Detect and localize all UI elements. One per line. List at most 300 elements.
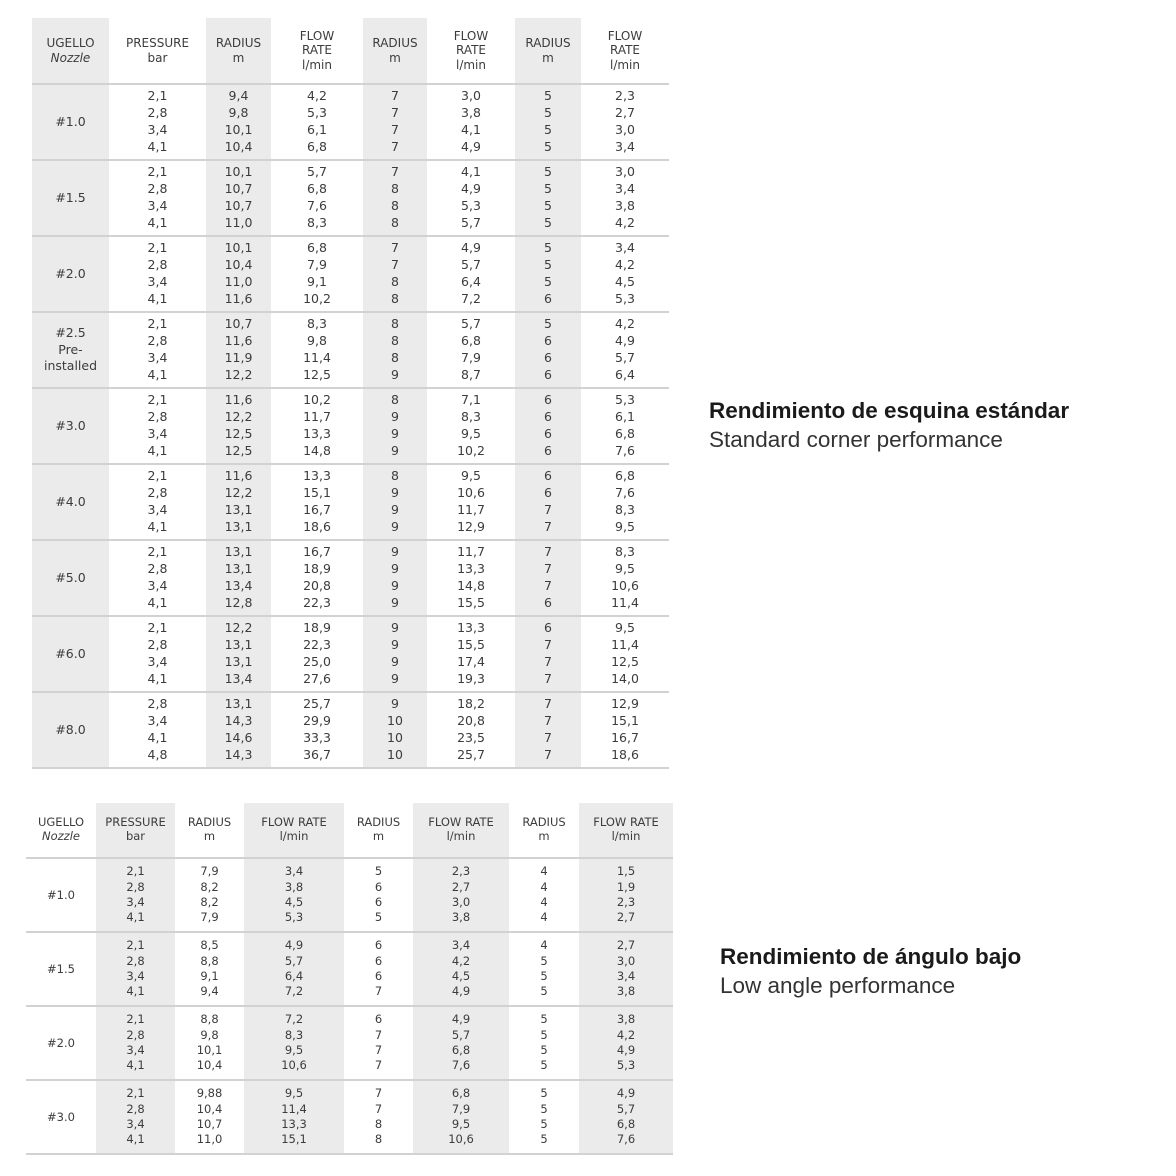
value: 8,3 <box>461 409 481 425</box>
radius-cell <box>175 932 244 1006</box>
value: 6,1 <box>307 122 327 137</box>
value: 6 <box>544 366 552 382</box>
low-angle-performance-caption <box>720 944 1021 999</box>
value: 7 <box>544 654 552 669</box>
value: 6 <box>374 938 383 953</box>
value: 6 <box>544 426 552 441</box>
value: 4,2 <box>451 953 471 968</box>
value: 7 <box>391 164 399 180</box>
value: 5 <box>540 1012 548 1027</box>
value: 4,9 <box>451 1012 471 1027</box>
value: 9,88 <box>196 1086 223 1101</box>
value: 6 <box>544 350 552 365</box>
value: 8 <box>391 181 399 197</box>
value: 9,5 <box>284 1043 304 1057</box>
nozzle-cell <box>32 692 109 768</box>
pressure-cell <box>96 1006 175 1080</box>
value: 23,5 <box>457 730 485 745</box>
value: 3,4 <box>147 713 168 729</box>
value: 9 <box>391 502 399 517</box>
value: 6,8 <box>307 240 327 256</box>
value: 4,9 <box>616 1043 636 1057</box>
value: 4,1 <box>126 1058 145 1073</box>
nozzle-label: #2.0 <box>47 1035 75 1050</box>
value: 16,7 <box>303 502 331 517</box>
value: 2,8 <box>126 1101 145 1116</box>
flow-rate-cell <box>579 858 673 932</box>
value: 6,8 <box>307 181 327 197</box>
nozzle-label: #1.5 <box>55 190 86 206</box>
value: 10 <box>387 746 403 762</box>
value: 13,1 <box>224 502 253 517</box>
value: 2,8 <box>147 637 168 653</box>
table-row <box>32 160 669 236</box>
flow-rate-cell <box>271 236 363 312</box>
nozzle-cell <box>26 932 96 1006</box>
value: 5 <box>374 864 383 879</box>
value: 7 <box>544 561 552 577</box>
value: 2,8 <box>147 485 168 501</box>
radius-cell <box>206 388 271 464</box>
value: 10,1 <box>224 240 253 256</box>
value: 11,7 <box>303 409 331 425</box>
value: 6 <box>374 953 383 968</box>
value: 6,8 <box>307 138 327 154</box>
value: 7 <box>374 1086 383 1101</box>
table-row <box>26 1006 673 1080</box>
nozzle-cell <box>26 1006 96 1080</box>
value: 2,1 <box>126 864 145 879</box>
radius-cell <box>175 1080 244 1154</box>
value: 7 <box>391 138 399 154</box>
value: 9 <box>391 366 399 382</box>
value: 8 <box>374 1117 383 1131</box>
value: 2,8 <box>147 696 168 712</box>
radius-cell <box>344 1080 413 1154</box>
header-radius-2: RADIUS m <box>363 18 427 84</box>
value: 2,1 <box>147 316 168 332</box>
table-header-row <box>32 18 669 84</box>
value: 3,4 <box>126 1043 145 1057</box>
caption-english: Standard corner performance <box>709 427 1003 452</box>
value: 3,8 <box>451 910 471 925</box>
value: 5,3 <box>461 198 481 213</box>
value: 3,4 <box>147 198 168 213</box>
value: 7 <box>544 544 552 560</box>
value: 4,9 <box>451 984 471 999</box>
value: 2,1 <box>147 468 168 484</box>
table-row <box>32 84 669 160</box>
value: 3,4 <box>147 274 168 289</box>
value: 5 <box>374 910 383 925</box>
nozzle-cell <box>26 1080 96 1154</box>
value: 18,6 <box>611 746 639 762</box>
value: 27,6 <box>303 670 331 686</box>
radius-cell <box>515 84 581 160</box>
value: 4,2 <box>615 316 635 332</box>
value: 5 <box>540 1027 548 1042</box>
flow-rate-cell <box>581 84 669 160</box>
value: 18,6 <box>303 518 331 534</box>
value: 10,4 <box>224 257 253 273</box>
table-row <box>32 464 669 540</box>
value: 2,8 <box>147 257 168 273</box>
flow-rate-cell <box>581 312 669 388</box>
value: 3,8 <box>461 105 481 121</box>
value: 13,1 <box>224 654 253 669</box>
value: 2,8 <box>147 409 168 425</box>
value: 2,7 <box>616 938 636 953</box>
value: 5,7 <box>616 1101 636 1116</box>
value: 13,4 <box>224 670 253 686</box>
value: 4,1 <box>126 984 145 999</box>
value: 13,1 <box>224 561 253 577</box>
value: 11,4 <box>611 637 639 653</box>
value: 2,3 <box>451 864 471 879</box>
flow-rate-cell <box>271 388 363 464</box>
value: 9 <box>391 426 399 441</box>
header-flow-rate-3: FLOW RATE l/min <box>581 18 669 84</box>
value: 13,1 <box>224 696 253 712</box>
pressure-cell <box>109 312 206 388</box>
value: 15,5 <box>457 637 485 653</box>
nozzle-label-line: installed <box>43 358 98 374</box>
pressure-cell <box>96 858 175 932</box>
value: 5 <box>544 105 552 121</box>
radius-cell <box>206 236 271 312</box>
value: 4,1 <box>147 518 168 534</box>
value: 3,4 <box>147 502 168 517</box>
value: 4,5 <box>615 274 635 289</box>
standard-performance-table <box>32 18 669 769</box>
value: 13,1 <box>224 518 253 534</box>
flow-rate-cell <box>413 858 509 932</box>
value: 9,5 <box>615 518 635 534</box>
value: 10,6 <box>281 1058 307 1073</box>
value: 10,6 <box>457 485 485 501</box>
radius-cell <box>206 160 271 236</box>
value: 8 <box>391 274 399 289</box>
value: 7 <box>391 257 399 273</box>
table-row <box>32 312 669 388</box>
value: 8 <box>391 290 399 306</box>
value: 8,8 <box>200 1012 219 1027</box>
nozzle-label: #3.0 <box>47 1109 75 1124</box>
radius-cell <box>509 1080 579 1154</box>
value: 12,2 <box>224 620 253 636</box>
nozzle-cell <box>26 858 96 932</box>
pressure-cell <box>109 616 206 692</box>
value: 4,9 <box>616 1086 636 1101</box>
value: 12,5 <box>303 366 331 382</box>
value: 7,2 <box>284 1012 304 1027</box>
value: 2,8 <box>147 181 168 197</box>
value: 5,3 <box>284 910 304 925</box>
value: 14,8 <box>457 578 485 593</box>
nozzle-label-line: Pre- <box>58 341 83 357</box>
value: 10,1 <box>196 1043 223 1057</box>
value: 13,3 <box>303 426 331 441</box>
radius-cell <box>344 858 413 932</box>
value: 25,0 <box>303 654 331 669</box>
value: 6 <box>374 969 383 983</box>
value: 3,4 <box>147 654 168 669</box>
value: 9,5 <box>615 620 635 636</box>
radius-cell <box>515 312 581 388</box>
table-row <box>32 616 669 692</box>
value: 4,1 <box>147 214 168 230</box>
value: 8,7 <box>461 366 481 382</box>
value: 2,8 <box>126 879 145 894</box>
nozzle-cell <box>32 540 109 616</box>
value: 2,1 <box>147 164 168 180</box>
value: 8 <box>391 198 399 213</box>
value: 3,0 <box>451 895 471 909</box>
value: 5 <box>540 1058 548 1073</box>
value: 3,8 <box>615 198 635 213</box>
nozzle-label: #4.0 <box>55 494 86 510</box>
value: 12,5 <box>224 442 253 458</box>
value: 1,5 <box>616 864 636 879</box>
flow-rate-cell <box>244 858 344 932</box>
value: 3,4 <box>451 938 471 953</box>
value: 3,4 <box>147 122 168 137</box>
value: 9,8 <box>307 333 327 349</box>
value: 9,5 <box>615 561 635 577</box>
value: 11,4 <box>281 1101 307 1116</box>
value: 4,9 <box>284 938 304 953</box>
table-row <box>32 236 669 312</box>
flow-rate-cell <box>271 540 363 616</box>
value: 4,2 <box>307 88 327 104</box>
value: 3,8 <box>284 879 304 894</box>
table-row <box>26 932 673 1006</box>
value: 12,2 <box>224 366 253 382</box>
value: 3,4 <box>147 426 168 441</box>
nozzle-label: #5.0 <box>55 570 86 586</box>
flow-rate-cell <box>427 312 515 388</box>
value: 6 <box>544 409 552 425</box>
radius-cell <box>509 858 579 932</box>
header-radius-3: RADIUS m <box>515 18 581 84</box>
value: 11,6 <box>224 290 253 306</box>
value: 5 <box>540 1086 548 1101</box>
value: 7,9 <box>200 910 219 925</box>
flow-rate-cell <box>581 540 669 616</box>
value: 7 <box>544 670 552 686</box>
radius-cell <box>206 312 271 388</box>
nozzle-label: #1.5 <box>47 961 75 976</box>
header-radius-2: RADIUS m <box>344 803 413 858</box>
value: 9 <box>391 654 399 669</box>
radius-cell <box>363 84 427 160</box>
value: 17,4 <box>457 654 485 669</box>
table-row <box>32 692 669 768</box>
value: 4,1 <box>147 442 168 458</box>
nozzle-cell <box>32 312 109 388</box>
value: 13,3 <box>457 561 485 577</box>
value: 2,1 <box>147 620 168 636</box>
radius-cell <box>515 540 581 616</box>
value: 4 <box>540 938 548 953</box>
header-flow-rate-1: FLOW RATE l/min <box>244 803 344 858</box>
value: 2,3 <box>615 88 635 104</box>
value: 3,4 <box>126 969 145 983</box>
value: 4,9 <box>461 181 481 197</box>
value: 3,4 <box>615 138 635 154</box>
header-flow-rate-2: FLOW RATE l/min <box>427 18 515 84</box>
flow-rate-cell <box>579 932 673 1006</box>
value: 11,6 <box>224 333 253 349</box>
pressure-cell <box>109 464 206 540</box>
flow-rate-cell <box>413 1080 509 1154</box>
value: 2,1 <box>126 938 145 953</box>
value: 9,4 <box>228 88 249 104</box>
value: 14,0 <box>611 670 639 686</box>
value: 12,9 <box>611 696 639 712</box>
value: 7 <box>374 1101 383 1116</box>
value: 11,6 <box>224 468 253 484</box>
value: 8,3 <box>307 316 327 332</box>
value: 6,8 <box>461 333 481 349</box>
value: 10,4 <box>196 1058 223 1073</box>
nozzle-cell <box>32 616 109 692</box>
value: 6 <box>544 620 552 636</box>
flow-rate-cell <box>427 692 515 768</box>
flow-rate-cell <box>581 464 669 540</box>
value: 8 <box>391 468 399 484</box>
value: 6,8 <box>615 426 635 441</box>
value: 9 <box>391 620 399 636</box>
value: 5,3 <box>615 392 635 408</box>
nozzle-label: #3.0 <box>55 418 86 434</box>
value: 4,1 <box>147 366 168 382</box>
flow-rate-cell <box>427 236 515 312</box>
value: 9,4 <box>200 984 219 999</box>
value: 4 <box>540 879 548 894</box>
value: 4,1 <box>461 122 481 137</box>
value: 7,6 <box>451 1058 471 1073</box>
value: 10 <box>387 713 403 729</box>
value: 10,7 <box>224 316 253 332</box>
value: 4,1 <box>147 594 168 610</box>
nozzle-label: #6.0 <box>55 646 86 662</box>
value: 9,5 <box>461 468 481 484</box>
flow-rate-cell <box>271 84 363 160</box>
value: 2,3 <box>616 895 636 909</box>
value: 6,4 <box>615 366 635 382</box>
value: 6,4 <box>284 969 304 983</box>
value: 5 <box>544 274 552 289</box>
value: 12,5 <box>224 426 253 441</box>
flow-rate-cell <box>244 1006 344 1080</box>
table-row <box>32 388 669 464</box>
flow-rate-cell <box>427 84 515 160</box>
value: 4,2 <box>615 257 635 273</box>
value: 7 <box>391 240 399 256</box>
value: 11,4 <box>303 350 331 365</box>
value: 6 <box>544 392 552 408</box>
value: 9 <box>391 637 399 653</box>
value: 5 <box>540 1132 548 1147</box>
nozzle-cell <box>32 236 109 312</box>
value: 2,1 <box>126 1012 145 1027</box>
flow-rate-cell <box>581 692 669 768</box>
value: 7,9 <box>461 350 481 365</box>
value: 6 <box>544 290 552 306</box>
value: 6,1 <box>615 409 635 425</box>
value: 3,4 <box>147 350 168 365</box>
header-nozzle: UGELLO Nozzle <box>26 803 96 858</box>
value: 6 <box>544 442 552 458</box>
value: 10,7 <box>224 198 253 213</box>
flow-rate-cell <box>427 540 515 616</box>
value: 4,9 <box>461 240 481 256</box>
value: 7 <box>374 1027 383 1042</box>
value: 9 <box>391 561 399 577</box>
value: 9,8 <box>228 105 249 121</box>
value: 22,3 <box>303 594 331 610</box>
value: 4,1 <box>126 1132 145 1147</box>
value: 13,1 <box>224 637 253 653</box>
value: 4,5 <box>284 895 304 909</box>
value: 7,6 <box>615 442 635 458</box>
value: 8,8 <box>200 953 219 968</box>
value: 9,1 <box>307 274 327 289</box>
value: 12,9 <box>457 518 485 534</box>
value: 7 <box>374 1043 383 1057</box>
value: 7,9 <box>451 1101 471 1116</box>
value: 5 <box>540 953 548 968</box>
value: 1,9 <box>616 879 636 894</box>
header-flow-rate-1: FLOW RATE l/min <box>271 18 363 84</box>
value: 15,5 <box>457 594 485 610</box>
value: 10,2 <box>303 392 331 408</box>
value: 13,3 <box>281 1117 307 1131</box>
value: 2,7 <box>451 879 471 894</box>
value: 29,9 <box>303 713 331 729</box>
nozzle-label-line: #2.5 <box>55 324 86 340</box>
value: 4,9 <box>461 138 481 154</box>
value: 3,4 <box>126 1117 145 1131</box>
value: 7 <box>544 746 552 762</box>
radius-cell <box>206 616 271 692</box>
pressure-cell <box>109 160 206 236</box>
value: 7,2 <box>461 290 481 306</box>
radius-cell <box>509 932 579 1006</box>
radius-cell <box>515 388 581 464</box>
pressure-cell <box>109 84 206 160</box>
value: 7,9 <box>307 257 327 273</box>
flow-rate-cell <box>413 932 509 1006</box>
nozzle-cell <box>32 388 109 464</box>
value: 8 <box>391 214 399 230</box>
value: 2,7 <box>615 105 635 121</box>
value: 13,1 <box>224 544 253 560</box>
nozzle-label: #8.0 <box>55 722 86 738</box>
value: 10 <box>387 730 403 745</box>
value: 14,6 <box>224 730 253 745</box>
value: 6,8 <box>451 1086 471 1101</box>
value: 11,0 <box>196 1132 223 1147</box>
nozzle-cell <box>32 464 109 540</box>
value: 8 <box>391 316 399 332</box>
value: 14,3 <box>224 746 253 762</box>
value: 4,2 <box>616 1027 636 1042</box>
value: 8,3 <box>615 544 635 560</box>
value: 2,8 <box>126 1027 145 1042</box>
value: 5 <box>540 969 548 983</box>
